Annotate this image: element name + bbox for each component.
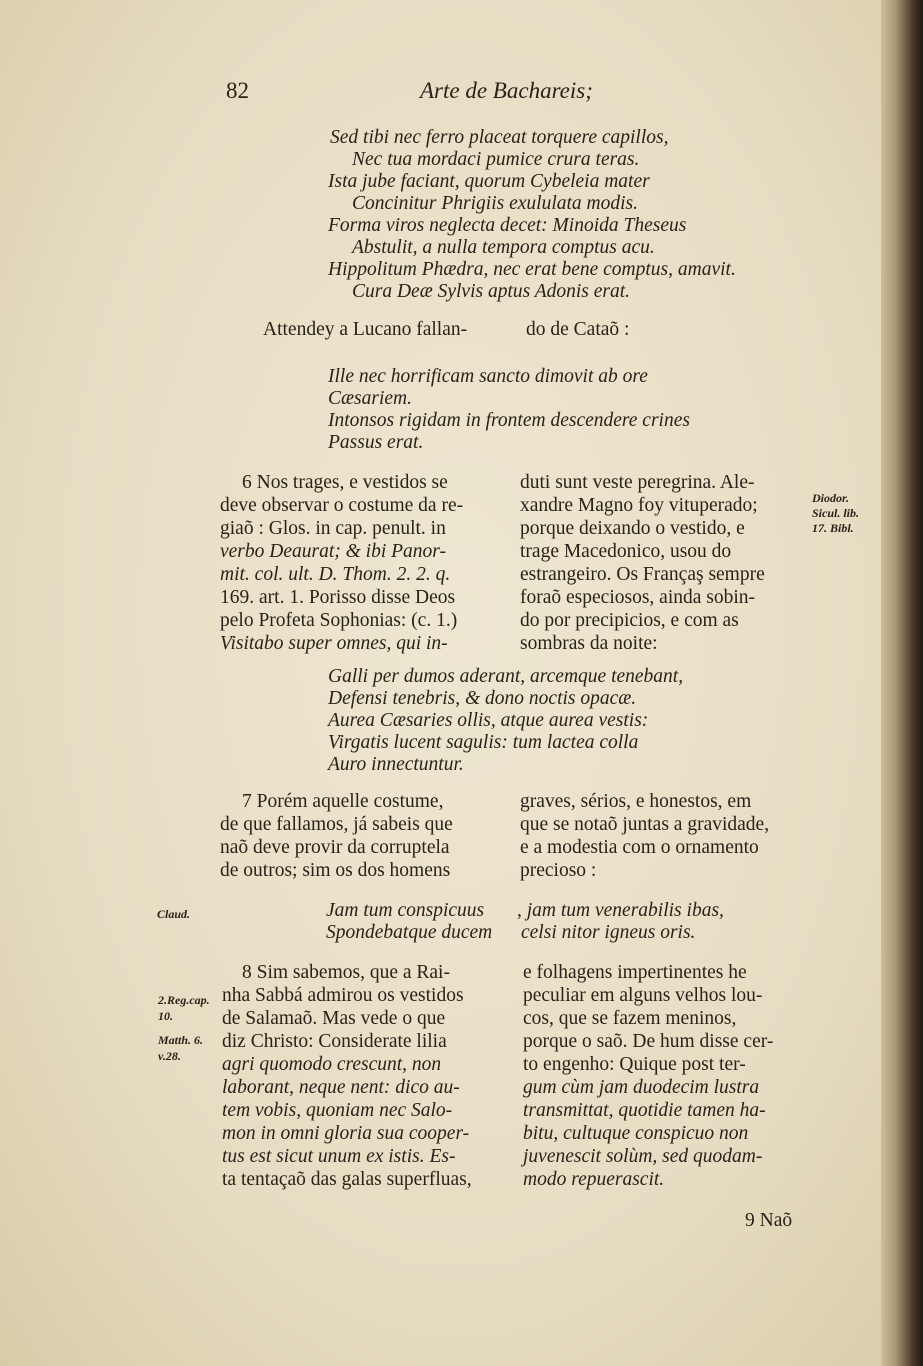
para-line: mit. col. ult. D. Thom. 2. 2. q. — [220, 564, 451, 585]
para-line: de Salamaõ. Mas vede o que — [222, 1008, 446, 1029]
para-line: modo repuerascit. — [523, 1169, 665, 1190]
verse-line: Jam tum conspicuus — [326, 900, 485, 921]
verse-line: celsi nitor igneus oris. — [521, 922, 696, 943]
para-line: 8 Sim sabemos, que a Rai- — [242, 962, 450, 983]
verse-line: Ille nec horrificam sancto dimovit ab ore — [328, 366, 648, 387]
verse-line: Intonsos rigidam in frontem descendere crines — [328, 410, 690, 431]
para-line: 7 Porém aquelle costume, — [242, 791, 444, 812]
para-line: xandre Magno foy vituperado; — [520, 495, 758, 516]
verse-line: Forma viros neglecta decet: Minoida Theseus — [328, 215, 687, 236]
para-line: mon in omni gloria sua cooper- — [222, 1123, 470, 1144]
para-line: peculiar em alguns velhos lou- — [523, 985, 763, 1006]
para-line: de outros; sim os dos homens — [220, 860, 451, 881]
catchword: 9 Naõ — [745, 1210, 793, 1231]
para-line: verbo Deaurat; & ibi Panor- — [220, 541, 446, 562]
para-line: pelo Profeta Sophonias: (c. 1.) — [220, 610, 458, 631]
running-title: Arte de Bachareis; — [420, 78, 593, 103]
margin-note: 2.Reg.cap. — [158, 993, 210, 1007]
verse-line: Cæsariem. — [328, 388, 412, 409]
para-line: porque deixando o vestido, e — [520, 518, 745, 539]
verse-line: Sed tibi nec ferro placeat torquere capillos, — [330, 127, 669, 148]
verse-line: Ista jube faciant, quorum Cybeleia mater — [328, 171, 650, 192]
para-line: estrangeiro. Os Françaş sempre — [520, 564, 765, 585]
lucano-intro-left: Attendey a Lucano fallan- — [263, 319, 468, 340]
para-line: transmittat, quotidie tamen ha- — [523, 1100, 766, 1121]
margin-note: Sicul. lib. — [812, 506, 860, 520]
para-line: agri quomodo crescunt, non — [222, 1054, 442, 1075]
para-line: que se notaõ juntas a gravidade, — [520, 814, 770, 835]
para-line: do por precipicios, e com as — [520, 610, 739, 631]
para-line: to engenho: Quique post ter- — [523, 1054, 746, 1075]
verse-line: Aurea Cæsaries ollis, atque aurea vestis: — [328, 710, 649, 731]
verse-line: Hippolitum Phædra, nec erat bene comptus, amavit. — [328, 259, 736, 280]
lucano-intro-right: do de Cataõ : — [526, 319, 630, 340]
verse-line: Virgatis lucent sagulis: tum lactea colla — [328, 732, 639, 753]
para-line: graves, sérios, e honestos, em — [520, 791, 752, 812]
para-line: e a modestia com o ornamento — [520, 837, 759, 858]
margin-note: Claud. — [157, 907, 191, 921]
verse-line: Galli per dumos aderant, arcemque tenebant, — [328, 666, 684, 687]
para-line: 6 Nos trages, e vestidos se — [242, 472, 448, 493]
para-line: foraõ especiosos, ainda sobin- — [520, 587, 756, 608]
verse-line: Nec tua mordaci pumice crura teras. — [352, 149, 640, 170]
para-line: tem vobis, quoniam nec Salo- — [222, 1100, 453, 1121]
para-line: giaõ : Glos. in cap. penult. in — [220, 518, 446, 539]
para-line: de que fallamos, já sabeis que — [220, 814, 453, 835]
verse-line: , jam tum venerabilis ibas, — [517, 900, 724, 921]
para-line: e folhagens impertinentes he — [523, 962, 747, 983]
verse-line: Spondebatque ducem — [326, 922, 493, 943]
para-line: laborant, neque nent: dico au- — [222, 1077, 460, 1098]
para-line: deve observar o costume da re- — [220, 495, 464, 516]
verse-line: Cura Deæ Sylvis aptus Adonis erat. — [352, 281, 631, 302]
para-line: 169. art. 1. Porisso disse Deos — [220, 587, 456, 608]
para-line: tus est sicut unum ex istis. Es- — [222, 1146, 456, 1167]
para-line: diz Christo: Considerate lilia — [222, 1031, 447, 1052]
para-line: duti sunt veste peregrina. Ale- — [520, 472, 755, 493]
margin-note: v.28. — [158, 1049, 181, 1063]
para-line: trage Macedonico, usou do — [520, 541, 732, 562]
verse-line: Auro innectuntur. — [328, 754, 464, 775]
para-line: juvenescit solùm, sed quodam- — [523, 1146, 763, 1167]
para-line: cos, que se fazem meninos, — [523, 1008, 737, 1029]
para-line: ta tentaçaõ das galas superfluas, — [222, 1169, 472, 1190]
book-spine-shadow — [881, 0, 923, 1366]
verse-line: Defensi tenebris, & dono noctis opacæ. — [328, 688, 637, 709]
para-line: porque o saõ. De hum disse cer- — [523, 1031, 774, 1052]
para-line: sombras da noite: — [520, 633, 658, 654]
verse-line: Passus erat. — [328, 432, 424, 453]
para-line: gum cùm jam duodecim lustra — [523, 1077, 760, 1098]
verse-line: Abstulit, a nulla tempora comptus acu. — [352, 237, 655, 258]
margin-note: 17. Bibl. — [812, 521, 854, 535]
margin-note: 10. — [158, 1009, 173, 1023]
margin-note: Diodor. — [812, 491, 850, 505]
para-line: bitu, cultuque conspicuo non — [523, 1123, 749, 1144]
para-line: Visitabo super omnes, qui in- — [220, 633, 448, 654]
para-line: precioso : — [520, 860, 597, 881]
para-line: naõ deve provir da corruptela — [220, 837, 450, 858]
para-line: nha Sabbá admirou os vestidos — [222, 985, 464, 1006]
verse-line: Concinitur Phrigiis exululata modis. — [352, 193, 638, 214]
page-number: 82 — [226, 78, 249, 103]
margin-note: Matth. 6. — [158, 1033, 204, 1047]
